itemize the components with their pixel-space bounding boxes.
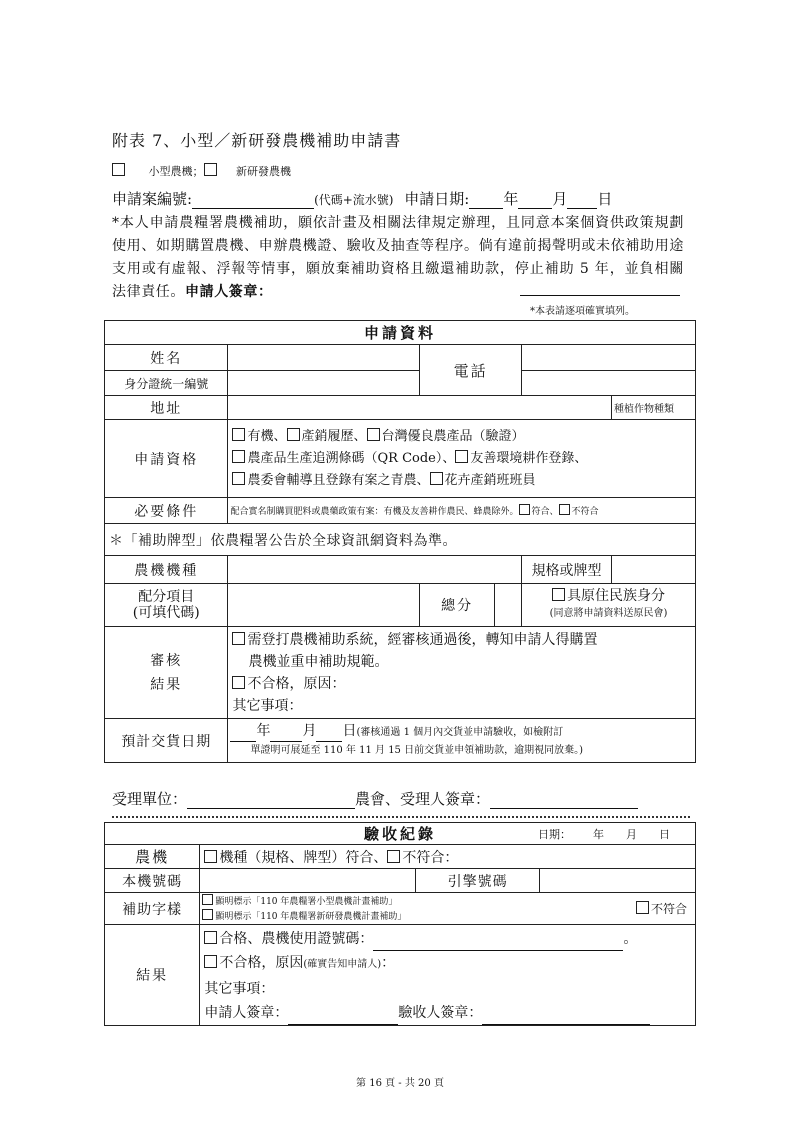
required-text: 配合實名制購買肥料或農藥政策有案：有機及友善耕作農民、蜂農除外。 bbox=[230, 507, 519, 517]
review-label-1: 審核 bbox=[150, 652, 183, 669]
young-farmer-checkbox[interactable] bbox=[232, 472, 245, 485]
inspect-machine-cell bbox=[200, 845, 696, 869]
spec-field[interactable] bbox=[612, 556, 696, 584]
mark-fail-checkbox[interactable] bbox=[636, 901, 649, 914]
conform-checkbox[interactable] bbox=[519, 504, 530, 515]
application-table bbox=[104, 320, 696, 763]
inspect-machine-nonconform-checkbox[interactable] bbox=[387, 850, 400, 863]
spec-label: 規格或牌型 bbox=[522, 556, 612, 584]
delivery-note-2: 單證明可展延至 110 年 11 月 15 日前交貨並申領補助款，逾期視同放棄。) bbox=[250, 744, 583, 756]
inspect-machine-conform-checkbox[interactable] bbox=[204, 850, 217, 863]
organic-checkbox[interactable] bbox=[232, 428, 245, 441]
review-other-label: 其它事項： bbox=[232, 697, 303, 714]
eco-friendly-label: 友善環境耕作登錄、 bbox=[470, 450, 588, 466]
delivery-label: 預計交貨日期 bbox=[105, 719, 228, 763]
review-pass-text-1: 需登打農機補助系統，經審核通過後，轉知申請人得購置 bbox=[247, 631, 598, 648]
address-field[interactable] bbox=[228, 396, 612, 420]
delivery-year-field[interactable] bbox=[230, 727, 256, 742]
inspect-machine-label: 農機 bbox=[105, 845, 200, 869]
small-machine-label: 小型農機； bbox=[148, 165, 204, 178]
inspector-sign-field[interactable] bbox=[482, 1010, 650, 1025]
delivery-month-field[interactable] bbox=[270, 727, 302, 742]
review-pass-checkbox[interactable] bbox=[232, 632, 245, 645]
result-fail-note: (確實告知申請人) bbox=[303, 959, 382, 970]
engine-field[interactable] bbox=[540, 869, 696, 893]
phone-field-2[interactable] bbox=[522, 371, 696, 396]
qrcode-label: 農產品生產追溯條碼（QR Code）、 bbox=[247, 450, 456, 466]
qualification-options bbox=[228, 420, 696, 498]
delivery-day-field[interactable] bbox=[316, 727, 342, 742]
score-item-label bbox=[105, 584, 228, 627]
name-field[interactable] bbox=[228, 345, 420, 371]
indigenous-note: (同意將申請資料送原民會) bbox=[549, 608, 668, 619]
apply-date-label: 申請日期: bbox=[404, 190, 470, 208]
receipt-signer-label: 農會、受理人簽章： bbox=[355, 790, 491, 808]
inspection-table bbox=[104, 822, 696, 1026]
cas-label: 台灣優良農產品（驗證） bbox=[381, 428, 525, 444]
new-machine-label: 新研發農機 bbox=[236, 165, 291, 178]
score-item-label-1: 配分項目 bbox=[138, 589, 195, 605]
traceability-checkbox[interactable] bbox=[287, 428, 300, 441]
machine-type-label: 農機機種 bbox=[105, 556, 228, 584]
review-pass-text-2: 農機並重申補助規範。 bbox=[248, 653, 389, 670]
case-no-field[interactable] bbox=[192, 194, 314, 209]
inspection-year-label[interactable]: 年 bbox=[593, 828, 604, 841]
mark-small-label: 顯明標示「110 年農糧署小型農機計畫補助」 bbox=[215, 896, 398, 907]
result-pass-checkbox[interactable] bbox=[204, 931, 217, 944]
id-label: 身分證統一編號 bbox=[105, 371, 228, 396]
case-no-label: 申請案編號: bbox=[112, 190, 193, 208]
score-item-label-2: (可填代碼) bbox=[132, 605, 200, 621]
engine-label: 引擎號碼 bbox=[416, 869, 540, 893]
address-label: 地址 bbox=[105, 396, 228, 420]
page-title: 附表 7、小型／新研發農機補助申請書 bbox=[112, 131, 402, 150]
young-farmer-label: 農委會輔導且登錄有案之青農、 bbox=[247, 472, 430, 488]
inspection-date-label: 日期： bbox=[538, 828, 571, 841]
inspect-applicant-sign-label: 申請人簽章： bbox=[204, 1005, 289, 1021]
delivery-cell bbox=[228, 719, 696, 763]
dotted-divider bbox=[112, 816, 690, 818]
name-label: 姓名 bbox=[105, 345, 228, 371]
applicant-signature-field[interactable] bbox=[520, 295, 680, 296]
apply-day-field[interactable] bbox=[567, 194, 597, 209]
fill-note: *本表請逐項確實填列。 bbox=[530, 306, 635, 317]
machine-type-field[interactable] bbox=[228, 556, 522, 584]
inspect-applicant-sign-field[interactable] bbox=[288, 1010, 398, 1025]
inspection-header bbox=[105, 823, 696, 845]
total-field[interactable] bbox=[495, 584, 521, 626]
model-note: ＊「補助牌型」依農糧署公告於全球資訊網資料為準。 bbox=[105, 524, 696, 556]
delivery-day-label: 日 bbox=[342, 722, 357, 739]
review-label-2: 結果 bbox=[150, 676, 183, 693]
score-row bbox=[228, 584, 522, 627]
delivery-month-label: 月 bbox=[302, 722, 317, 739]
mark-small-checkbox[interactable] bbox=[202, 894, 213, 905]
page-number: 第 16 頁 - 共 20 頁 bbox=[356, 1078, 444, 1089]
year-label: 年 bbox=[503, 190, 519, 208]
receipt-unit-field[interactable] bbox=[187, 794, 355, 809]
result-fail-label: 不合格，原因 bbox=[219, 955, 304, 971]
result-fail-checkbox[interactable] bbox=[204, 955, 217, 968]
inspection-date bbox=[538, 826, 670, 842]
indigenous-label: 具原住民族身分 bbox=[567, 588, 666, 604]
flower-group-label: 花卉產銷班班員 bbox=[444, 472, 536, 488]
inspect-machine-nonconform-label: 不符合： bbox=[402, 849, 459, 866]
apply-month-field[interactable] bbox=[518, 194, 552, 209]
score-item-field[interactable] bbox=[228, 584, 420, 626]
inspector-sign-label: 驗收人簽章： bbox=[398, 1005, 483, 1021]
cas-checkbox[interactable] bbox=[367, 428, 380, 441]
receipt-unit-label: 受理單位： bbox=[112, 790, 188, 808]
phone-field-1[interactable] bbox=[522, 345, 696, 371]
indigenous-checkbox[interactable] bbox=[552, 588, 565, 601]
mark-new-label: 顯明標示「110 年農糧署新研發農機計畫補助」 bbox=[215, 911, 407, 922]
nonconform-checkbox[interactable] bbox=[559, 504, 570, 515]
qualification-label: 申請資格 bbox=[105, 420, 228, 498]
usage-cert-field[interactable] bbox=[373, 936, 623, 951]
declaration: *本人申請農糧署農機補助，願依計畫及相關法律規定辦理，且同意本案個資供政策規劃使用、如期購置農機、申辦農機證、驗收及抽查等程序。倘有違前揭聲明或未依補助用途支用或有虛報、浮報等情事，願放棄補助資格且繳還補助款，停止補助 5 年，並負相關法律責任。申請人簽章： bbox=[112, 215, 684, 300]
applicant-sign-label: 申請人簽章： bbox=[185, 284, 273, 300]
conform-label: 符合、 bbox=[531, 507, 559, 517]
traceability-label: 產銷履歷、 bbox=[301, 428, 367, 444]
qrcode-checkbox[interactable] bbox=[232, 450, 245, 463]
required-conditions bbox=[228, 498, 696, 524]
application-section-title: 申請資料 bbox=[105, 321, 696, 345]
receipt-signer-field[interactable] bbox=[490, 794, 638, 809]
serial-label: 本機號碼 bbox=[105, 869, 200, 893]
inspection-day-label[interactable]: 日 bbox=[659, 828, 670, 841]
required-label: 必要條件 bbox=[105, 498, 228, 524]
day-label: 日 bbox=[597, 190, 613, 208]
declaration-text: 本人申請農糧署農機補助，願依計畫及相關法律規定辦理，且同意本案個資供政策規劃使用、如期購置農機、申辦農機證、驗收及抽查等程序。倘有違前揭聲明或未依補助用途支用或有虛報、浮報等情事，願放棄補助資格且繳還補助款，停止補助 5 年，並負相關法律責任。 bbox=[112, 215, 684, 300]
eco-friendly-checkbox[interactable] bbox=[455, 450, 468, 463]
inspect-machine-conform-label: 機種（規格、牌型）符合、 bbox=[219, 849, 388, 866]
review-fail-label: 不合格，原因： bbox=[247, 675, 346, 692]
review-fail-checkbox[interactable] bbox=[232, 676, 245, 689]
inspect-result-label: 結果 bbox=[105, 925, 200, 1026]
small-machine-checkbox[interactable] bbox=[112, 163, 125, 176]
month-label: 月 bbox=[552, 190, 568, 208]
receipt-line bbox=[112, 788, 638, 809]
review-label bbox=[105, 627, 228, 719]
organic-label: 有機、 bbox=[247, 428, 287, 444]
mark-new-checkbox[interactable] bbox=[202, 909, 213, 920]
mark-fail-label: 不符合 bbox=[650, 902, 687, 916]
inspection-section-title: 驗收紀錄 bbox=[363, 825, 436, 843]
review-results bbox=[228, 627, 696, 719]
mark-cell bbox=[200, 893, 696, 925]
result-other-label: 其它事項： bbox=[204, 981, 275, 997]
inspect-result-cell: 合格、農機使用證號碼： 。 不合格，原因(確實告知申請人)： 其它事項： 申請人簽章： 驗收人簽章： bbox=[200, 925, 696, 1026]
machine-type-selector bbox=[112, 163, 291, 179]
nonconform-label: 不符合 bbox=[571, 507, 599, 517]
serial-field[interactable] bbox=[200, 869, 416, 893]
mark-label: 補助字樣 bbox=[105, 893, 200, 925]
case-no-hint: (代碼+流水號) bbox=[314, 193, 394, 207]
delivery-note-1: (審核通過 1 個月內交貨並申請驗收，如檢附訂 bbox=[356, 726, 564, 738]
new-machine-checkbox[interactable] bbox=[204, 163, 217, 176]
indigenous-cell bbox=[522, 584, 696, 627]
delivery-year-label: 年 bbox=[256, 722, 271, 739]
case-line bbox=[112, 188, 612, 209]
flower-group-checkbox[interactable] bbox=[430, 472, 443, 485]
crop-label: 種植作物種類 bbox=[612, 396, 696, 420]
total-label: 總分 bbox=[420, 584, 495, 626]
phone-label: 電話 bbox=[420, 345, 522, 396]
apply-year-field[interactable] bbox=[469, 194, 503, 209]
inspection-month-label[interactable]: 月 bbox=[626, 828, 637, 841]
id-field[interactable] bbox=[228, 371, 420, 396]
result-pass-label: 合格、農機使用證號碼： bbox=[219, 931, 374, 947]
